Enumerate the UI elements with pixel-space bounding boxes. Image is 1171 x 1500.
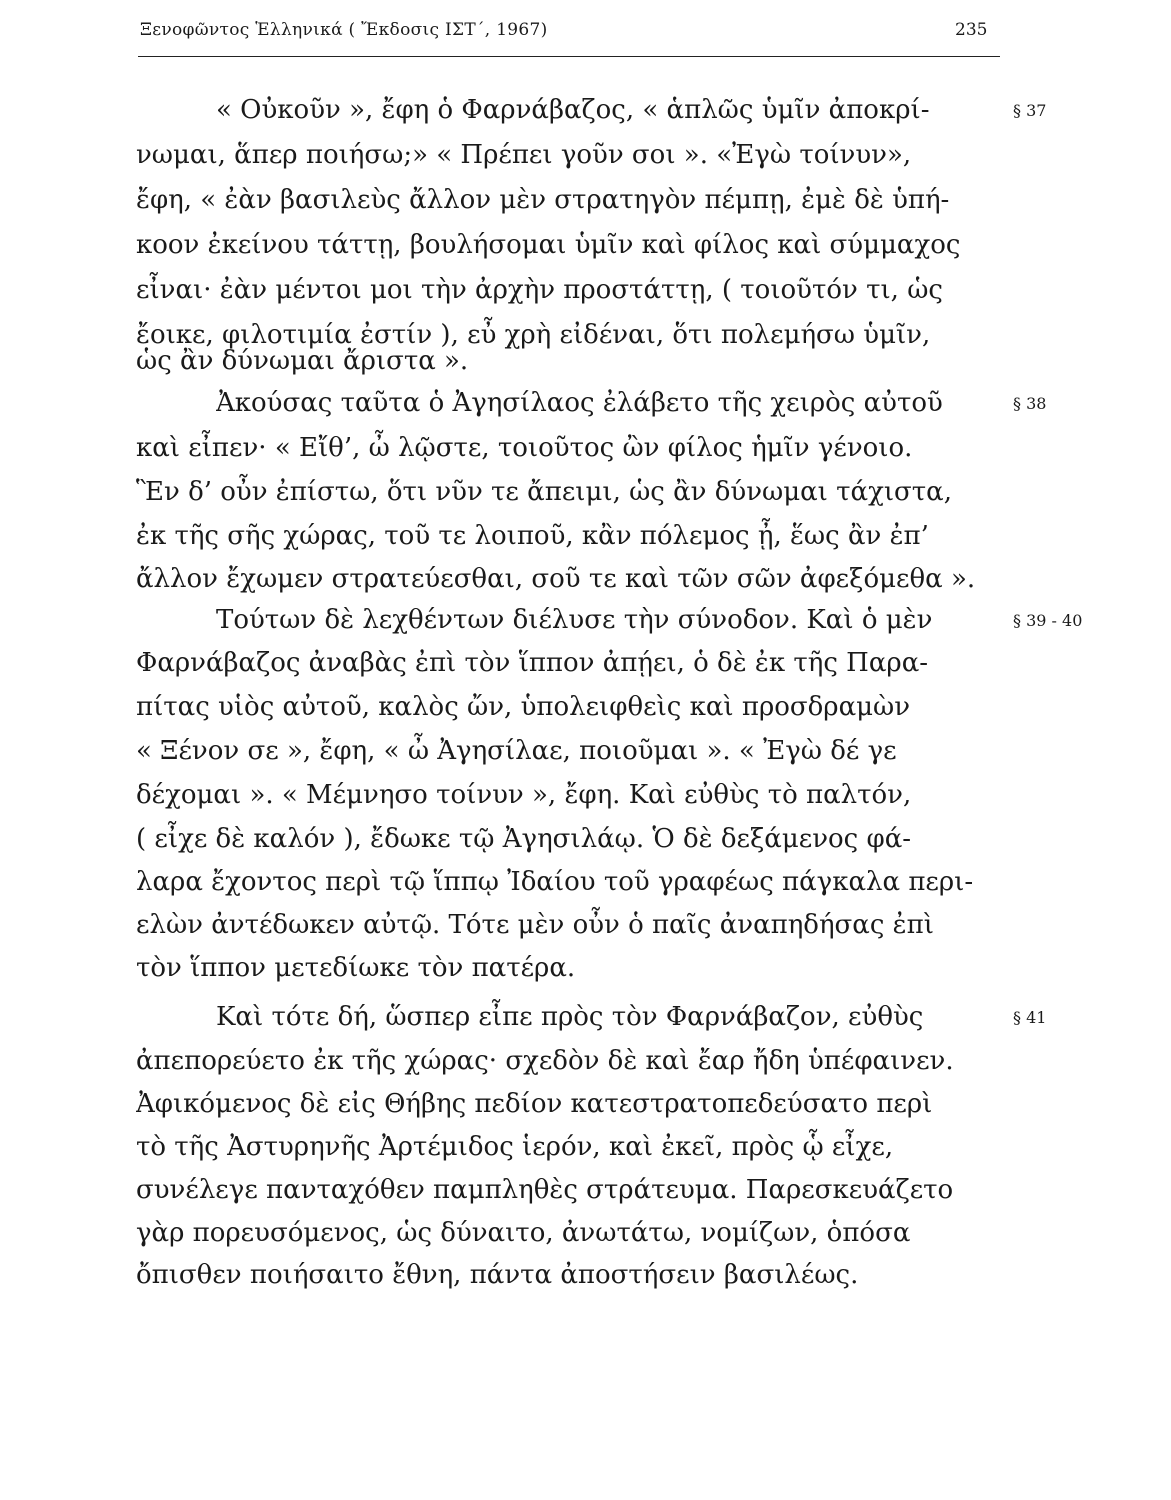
text-line: ὄπισθεν ποιήσαιτο ἔθνη, πάντα ἀποστήσειν βασιλέως. xyxy=(136,1260,859,1290)
text-line: εἶναι· ἐὰν μέντοι μοι τὴν ἀρχὴν προστάττῃ, ( τοιοῦτόν τι, ὡς xyxy=(136,275,943,305)
section-marker: § 41 xyxy=(1013,1008,1047,1027)
text-line: δέχομαι ». « Μέμνησο τοίνυν », ἔφη. Καὶ εὐθὺς τὸ παλτόν, xyxy=(136,780,912,810)
header-title: Ξενοφῶντος Ἑλληνικά ( Ἔκδοσις ΙΣΤ΄, 1967) xyxy=(140,20,548,40)
text-line: Τούτων δὲ λεχθέντων διέλυσε τὴν σύνοδον. Καὶ ὁ μὲν xyxy=(216,605,933,635)
section-marker: § 37 xyxy=(1013,101,1047,120)
page-number: 235 xyxy=(955,20,988,40)
text-line: Ἀκούσας ταῦτα ὁ Ἀγησίλαος ἐλάβετο τῆς χειρὸς αὐτοῦ xyxy=(216,388,943,418)
text-line: γὰρ πορευσόμενος, ὡς δύναιτο, ἀνωτάτω, νομίζων, ὁπόσα xyxy=(136,1218,911,1248)
text-line: νωμαι, ἅπερ ποιήσω;» « Πρέπει γοῦν σοι ». «Ἐγὼ τοίνυν», xyxy=(136,140,912,170)
text-line: ἄλλον ἔχωμεν στρατεύεσθαι, σοῦ τε καὶ τῶν σῶν ἀφεξόμεθα ». xyxy=(136,564,976,594)
section-marker: § 38 xyxy=(1013,394,1047,413)
text-line: κοον ἐκείνου τάττῃ, βουλήσομαι ὑμῖν καὶ φίλος καὶ σύμμαχος xyxy=(136,230,961,260)
text-line: ὡς ἂν δύνωμαι ἄριστα ». xyxy=(136,346,469,376)
text-line: Καὶ τότε δή, ὥσπερ εἶπε πρὸς τὸν Φαρνάβαζον, εὐθὺς xyxy=(216,1002,924,1032)
text-line: Φαρνάβαζος ἀναβὰς ἐπὶ τὸν ἵππον ἀπῄει, ὁ δὲ ἐκ τῆς Παρα- xyxy=(136,648,929,678)
text-line: ἔοικε, φιλοτιμία ἐστίν ), εὖ χρὴ εἰδέναι, ὅτι πολεμήσω ὑμῖν, xyxy=(136,320,931,350)
text-line: ( εἶχε δὲ καλόν ), ἔδωκε τῷ Ἀγησιλάῳ. Ὁ δὲ δεξάμενος φά- xyxy=(136,824,912,854)
text-line: Ἀφικόμενος δὲ εἰς Θήβης πεδίον κατεστρατοπεδεύσατο περὶ xyxy=(136,1089,933,1119)
text-line: ἐκ τῆς σῆς χώρας, τοῦ τε λοιποῦ, κἂν πόλεμος ᾖ, ἕως ἂν ἐπ’ xyxy=(136,521,929,551)
text-line: « Οὐκοῦν », ἔφη ὁ Φαρνάβαζος, « ἁπλῶς ὑμῖν ἀποκρί- xyxy=(216,95,930,125)
text-line: τὸ τῆς Ἀστυρηνῆς Ἀρτέμιδος ἱερόν, καὶ ἐκεῖ, πρὸς ᾧ εἶχε, xyxy=(136,1132,894,1162)
text-line: καὶ εἶπεν· « Εἴθ’, ὦ λῷστε, τοιοῦτος ὢν φίλος ἡμῖν γένοιο. xyxy=(136,433,913,463)
text-line: συνέλεγε πανταχόθεν παμπληθὲς στράτευμα. Παρεσκευάζετο xyxy=(136,1175,954,1205)
text-line: λαρα ἔχοντος περὶ τῷ ἵππῳ Ἰδαίου τοῦ γραφέως πάγκαλα περι- xyxy=(136,867,974,897)
text-line: ἔφη, « ἐὰν βασιλεὺς ἄλλον μὲν στρατηγὸν πέμπῃ, ἐμὲ δὲ ὑπή- xyxy=(136,185,950,215)
header-rule xyxy=(138,56,1000,57)
text-line: « Ξένον σε », ἔφη, « ὦ Ἀγησίλαε, ποιοῦμαι ». « Ἐγὼ δέ γε xyxy=(136,736,897,766)
text-line: τὸν ἵππον μετεδίωκε τὸν πατέρα. xyxy=(136,953,576,983)
text-line: ελὼν ἀντέδωκεν αὐτῷ. Τότε μὲν οὖν ὁ παῖς ἀναπηδήσας ἐπὶ xyxy=(136,910,934,940)
text-line: πίτας υἱὸς αὐτοῦ, καλὸς ὤν, ὑπολειφθεὶς καὶ προσδραμὼν xyxy=(136,692,911,722)
text-line: ἀπεπορεύετο ἐκ τῆς χώρας· σχεδὸν δὲ καὶ ἔαρ ἤδη ὑπέφαινεν. xyxy=(136,1046,954,1076)
text-line: Ἓν δ’ οὖν ἐπίστω, ὅτι νῦν τε ἄπειμι, ὡς ἂν δύνωμαι τάχιστα, xyxy=(136,477,952,507)
section-marker: § 39 - 40 xyxy=(1013,611,1083,630)
